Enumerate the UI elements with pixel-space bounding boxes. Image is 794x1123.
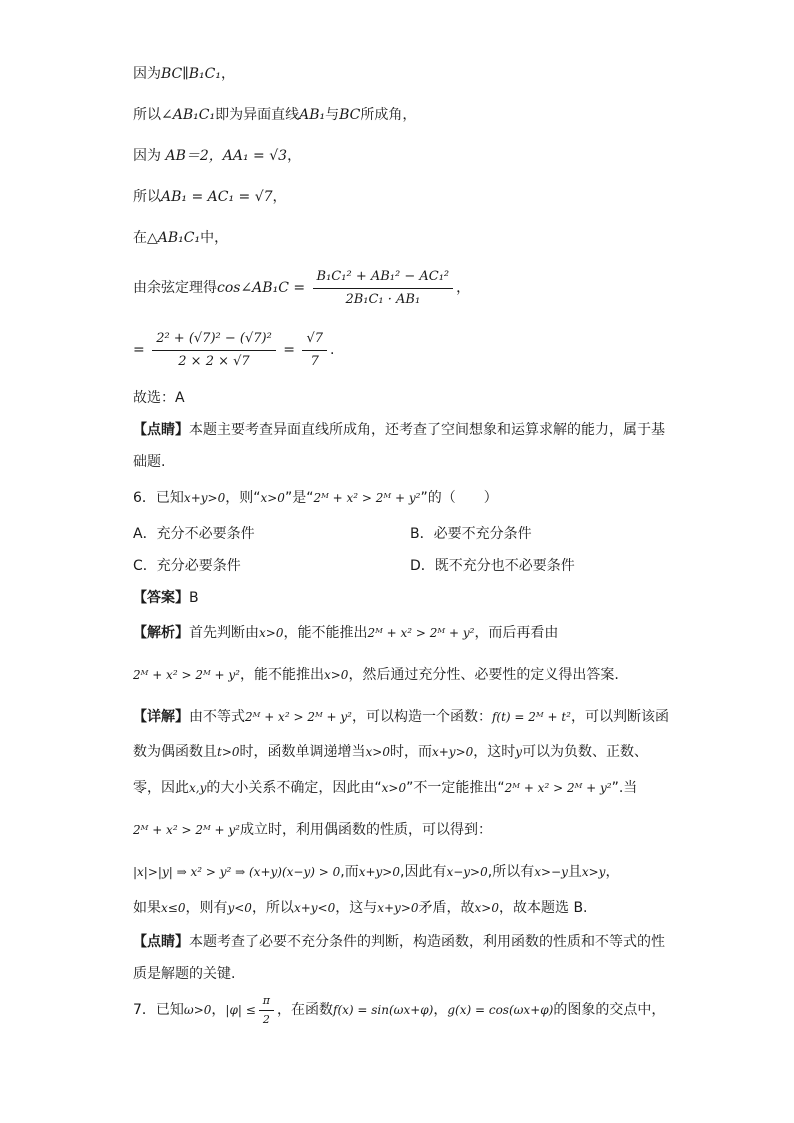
detail-line-3 [133,778,637,798]
formula: x,y [189,781,207,795]
text: 故选：A [133,390,185,406]
formula: 2ᴹ + x² > 2ᴹ + y² [313,491,421,505]
numerator: √7 [302,330,327,351]
text: 所成角， [360,107,417,123]
text: 所以 [133,107,161,123]
text: ，可以判断该函 [570,709,669,725]
line-5 [133,228,228,248]
text: 与 [325,107,340,123]
text: ”.当 [611,780,638,796]
fraction [152,330,276,371]
text: 即为异面直线 [215,107,300,123]
section-tag: 【点睛】 [133,422,189,438]
option-b: B．必要不充分条件 [410,526,532,542]
denominator: 2B₁C₁ · AB₁ [345,291,421,307]
text: ， [220,66,235,82]
formula: f(t) = 2ᴹ + t² [491,710,571,724]
formula: x+y>0 [431,745,474,759]
formula: x>0 [259,626,284,640]
formula: x>0 [260,491,285,505]
text: ， [605,864,620,880]
text: ，这与 [335,900,378,916]
formula: cos∠AB₁C = [217,280,306,296]
text: = [283,342,295,358]
option-d: D．既不充分也不必要条件 [410,558,575,574]
text: 首先判断由 [189,625,259,641]
text: ，然后通过充分性、必要性的定义得出答案. [348,667,619,683]
formula: |x|>|y| ⇒ x² > y² ⇒ (x+y)(x−y) > 0 [133,865,341,879]
numerator: B₁C₁² + AB₁² − AC₁² [313,268,454,289]
text: ,而 [340,864,359,880]
text: 6．已知 [133,490,184,506]
formula: BC∥B₁C₁ [161,66,221,82]
text: 且 [567,864,582,880]
line-10 [133,452,165,472]
section-tag: 【答案】 [133,590,189,606]
text: 在 [133,230,147,246]
line-3 [133,146,301,166]
text: 可以为负数、正数、 [522,744,649,760]
formula: x>0 [381,781,407,795]
denominator: 2 × 2 × √7 [178,353,250,369]
line-1 [133,64,235,84]
text: ，则有 [185,900,228,916]
detail-line-5 [133,862,619,882]
text: 由余弦定理得 [133,280,217,296]
line-6 [133,266,470,310]
formula: 2ᴹ + x² > 2ᴹ + y² [133,668,240,682]
option-a: A．充分不必要条件 [133,526,255,542]
answer-line [133,588,199,608]
question-6 [133,488,498,508]
fraction [259,994,274,1027]
formula: AB₁ [299,107,326,123]
formula: x>y [581,865,606,879]
numerator: π [259,994,274,1011]
text: 因为 [133,148,161,164]
formula: y<0 [227,901,252,915]
text: ， [456,280,471,296]
text: 7．已知 [133,1002,184,1018]
text: ， [287,148,302,164]
text: ，在函数 [277,1002,333,1018]
text: ， [433,1002,448,1018]
formula: x>0 [323,668,349,682]
text: 成立时，利用偶函数的性质，可以得到： [239,822,492,838]
text: 的大小关系不确定，因此由“ [206,780,382,796]
text: 如果 [133,900,161,916]
comment-line-2 [133,964,235,984]
line-9 [133,420,665,440]
text: 本题考查了必要不充分条件的判断，构造函数，利用函数的性质和不等式的性 [189,934,665,950]
denominator: 7 [310,353,319,369]
text: 时，而 [389,744,432,760]
formula: x+y>0 [358,865,400,879]
text: 的图象的交点中， [553,1002,666,1018]
text: ，所以 [251,900,294,916]
formula: 2ᴹ + x² > 2ᴹ + y² [367,626,475,640]
text: . [330,342,335,358]
detail-line-4 [133,820,492,840]
text: 矛盾，故 [418,900,475,916]
text: 础题. [133,454,166,470]
section-tag: 【详解】 [133,709,189,725]
section-tag: 【解析】 [133,625,189,641]
formula: t>0 [217,745,240,759]
detail-line-1 [133,707,669,727]
fraction [313,268,454,309]
formula: g(x) = cos(ωx+φ) [447,1003,554,1017]
text: ,所以有 [487,864,535,880]
formula: △AB₁C₁ [147,230,201,246]
formula: y [515,745,523,759]
text: ,因此有 [400,864,447,880]
line-2 [133,105,416,125]
formula: x−y>0 [446,865,488,879]
text: 质是解题的关键. [133,966,236,982]
text: ， [211,1002,226,1018]
text: 本题主要考查异面直线所成角，还考查了空间想象和运算求解的能力，属于基 [189,422,665,438]
formula: f(x) = sin(ωx+φ) [333,1003,434,1017]
text: 中， [200,230,229,246]
analysis-line-1 [133,623,558,643]
formula: |φ| ≤ [225,1003,256,1017]
formula: AB＝2，AA₁ = √3 [165,148,288,164]
formula: 2ᴹ + x² > 2ᴹ + y² [504,781,612,795]
text: ”是“ [284,490,314,506]
section-tag: 【点睛】 [133,934,189,950]
question-7 [133,990,665,1030]
text: ，能不能推出 [283,625,368,641]
text: 时，函数单调递增当 [239,744,366,760]
text: ”不一定能推出“ [406,780,505,796]
formula: x>−y [534,865,568,879]
text: ，故本题选 B. [499,900,588,916]
detail-line-2 [133,742,648,762]
formula: 2ᴹ + x² > 2ᴹ + y² [133,823,240,837]
text: ， [272,189,287,205]
numerator: 2² + (√7)² − (√7)² [152,330,276,351]
formula: x≤0 [161,901,186,915]
line-7 [133,328,334,372]
formula: ω>0 [183,1003,212,1017]
text: 数为偶函数且 [133,744,217,760]
line-4 [133,187,287,207]
analysis-line-2 [133,665,619,685]
text: 零，因此 [133,780,189,796]
text: 所以 [133,189,161,205]
line-8 [133,388,185,408]
denominator: 2 [262,1012,270,1026]
text: = [133,342,145,358]
formula: ∠AB₁C₁ [161,107,216,123]
formula: x>0 [365,745,390,759]
text: ，则“ [225,490,261,506]
text: ，可以构造一个函数： [351,709,492,725]
formula: x+y>0 [183,491,226,505]
comment-line-1 [133,932,665,952]
fraction [302,330,327,371]
formula: AB₁ = AC₁ = √7 [161,189,273,205]
text: ”的（ ） [420,490,498,506]
text: ，能不能推出 [239,667,324,683]
formula: 2ᴹ + x² > 2ᴹ + y² [245,710,352,724]
answer: B [189,590,199,606]
text: 因为 [133,66,161,82]
text: 由不等式 [189,709,245,725]
formula: BC [339,107,361,123]
formula: x+y<0 [293,901,336,915]
option-c: C．充分必要条件 [133,558,241,574]
formula: x>0 [474,901,499,915]
text: ，这时 [473,744,516,760]
text: ，而后再看由 [474,625,559,641]
detail-line-6 [133,898,588,918]
formula: x+y>0 [377,901,419,915]
